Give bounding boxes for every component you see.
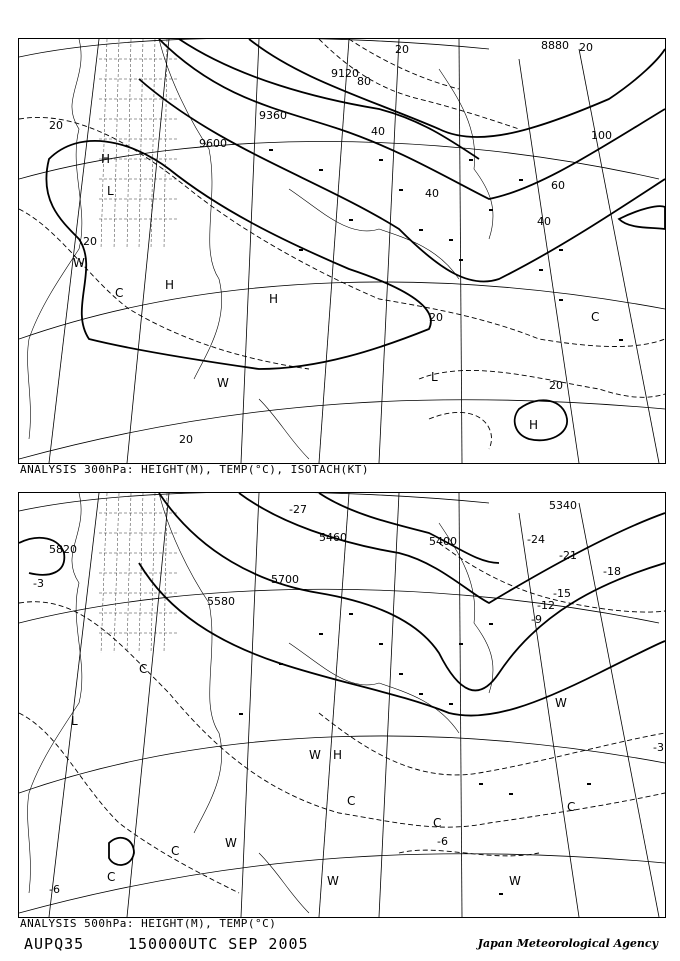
low-center-marker: L	[71, 714, 78, 728]
cold-center-marker: C	[139, 662, 148, 676]
warm-center-marker: W	[309, 748, 321, 762]
cold-center-marker: C	[567, 800, 576, 814]
contour-label: 9360	[259, 109, 287, 122]
high-center-marker: H	[333, 748, 343, 762]
contour-label: -21	[559, 549, 577, 562]
hatch-area	[99, 39, 179, 249]
contour-label: 5700	[271, 573, 299, 586]
warm-center-marker: W	[217, 376, 229, 390]
contour-label: 5400	[429, 535, 457, 548]
contour-label: 20	[83, 235, 97, 248]
contour-label: 20	[549, 379, 563, 392]
contour-label: -15	[553, 587, 571, 600]
cold-center-marker: C	[171, 844, 180, 858]
panel-caption-500hpa: ANALYSIS 500hPa: HEIGHT(M), TEMP(°C)	[20, 917, 277, 930]
map-500hpa-graphic	[19, 493, 665, 917]
warm-center-marker: W	[73, 256, 85, 270]
contour-label: -6	[49, 883, 60, 896]
contour-label: -24	[527, 533, 545, 546]
low-center-marker: L	[431, 370, 438, 384]
warm-center-marker: W	[327, 874, 339, 888]
map-300hpa-graphic	[19, 39, 665, 463]
contour-label: 20	[395, 43, 409, 56]
contour-label: 100	[591, 129, 612, 142]
contour-labels	[33, 499, 664, 896]
agency-credit: Japan Meteorological Agency	[477, 937, 658, 950]
contour-label: 9600	[199, 137, 227, 150]
map-panel-300hpa	[18, 38, 666, 464]
cold-center-marker: C	[107, 870, 116, 884]
contour-label: 20	[179, 433, 193, 446]
contour-label: -18	[603, 565, 621, 578]
contour-label: -27	[289, 503, 307, 516]
contour-label: 40	[537, 215, 551, 228]
contour-label: 40	[425, 187, 439, 200]
contour-label: 5820	[49, 543, 77, 556]
high-center-marker: H	[529, 418, 539, 432]
cold-center-marker: C	[115, 286, 124, 300]
contour-label: 40	[371, 125, 385, 138]
contour-label: -3	[33, 577, 44, 590]
contour-label: 20	[579, 41, 593, 54]
warm-center-marker: W	[225, 836, 237, 850]
cold-center-marker: C	[591, 310, 600, 324]
contour-label: 5580	[207, 595, 235, 608]
chart-id: AUPQ35	[24, 935, 85, 953]
warm-center-marker: W	[555, 696, 567, 710]
valid-time: 150000UTC SEP 2005	[128, 935, 309, 953]
cold-center-marker: C	[347, 794, 356, 808]
coastline	[28, 39, 493, 459]
contour-label: -9	[531, 613, 542, 626]
contour-label: 80	[357, 75, 371, 88]
contour-label: 5460	[319, 531, 347, 544]
contour-label: -3	[653, 741, 664, 754]
panel-caption-300hpa: ANALYSIS 300hPa: HEIGHT(M), TEMP(°C), ISOTACH(KT)	[20, 463, 370, 476]
warm-center-marker: W	[509, 874, 521, 888]
contour-label: 20	[429, 311, 443, 324]
contour-label: -6	[437, 835, 448, 848]
contour-label: 60	[551, 179, 565, 192]
high-center-marker: H	[165, 278, 175, 292]
contour-label: 9120	[331, 67, 359, 80]
low-center-marker: L	[107, 184, 114, 198]
contour-label: -12	[537, 599, 555, 612]
station-plots	[269, 149, 623, 341]
high-center-marker: H	[101, 152, 111, 166]
contour-label: 5340	[549, 499, 577, 512]
contour-label: 20	[49, 119, 63, 132]
contour-label: 8880	[541, 39, 569, 52]
high-center-marker: H	[269, 292, 279, 306]
cold-center-marker: C	[433, 816, 442, 830]
map-panel-500hpa	[18, 492, 666, 918]
